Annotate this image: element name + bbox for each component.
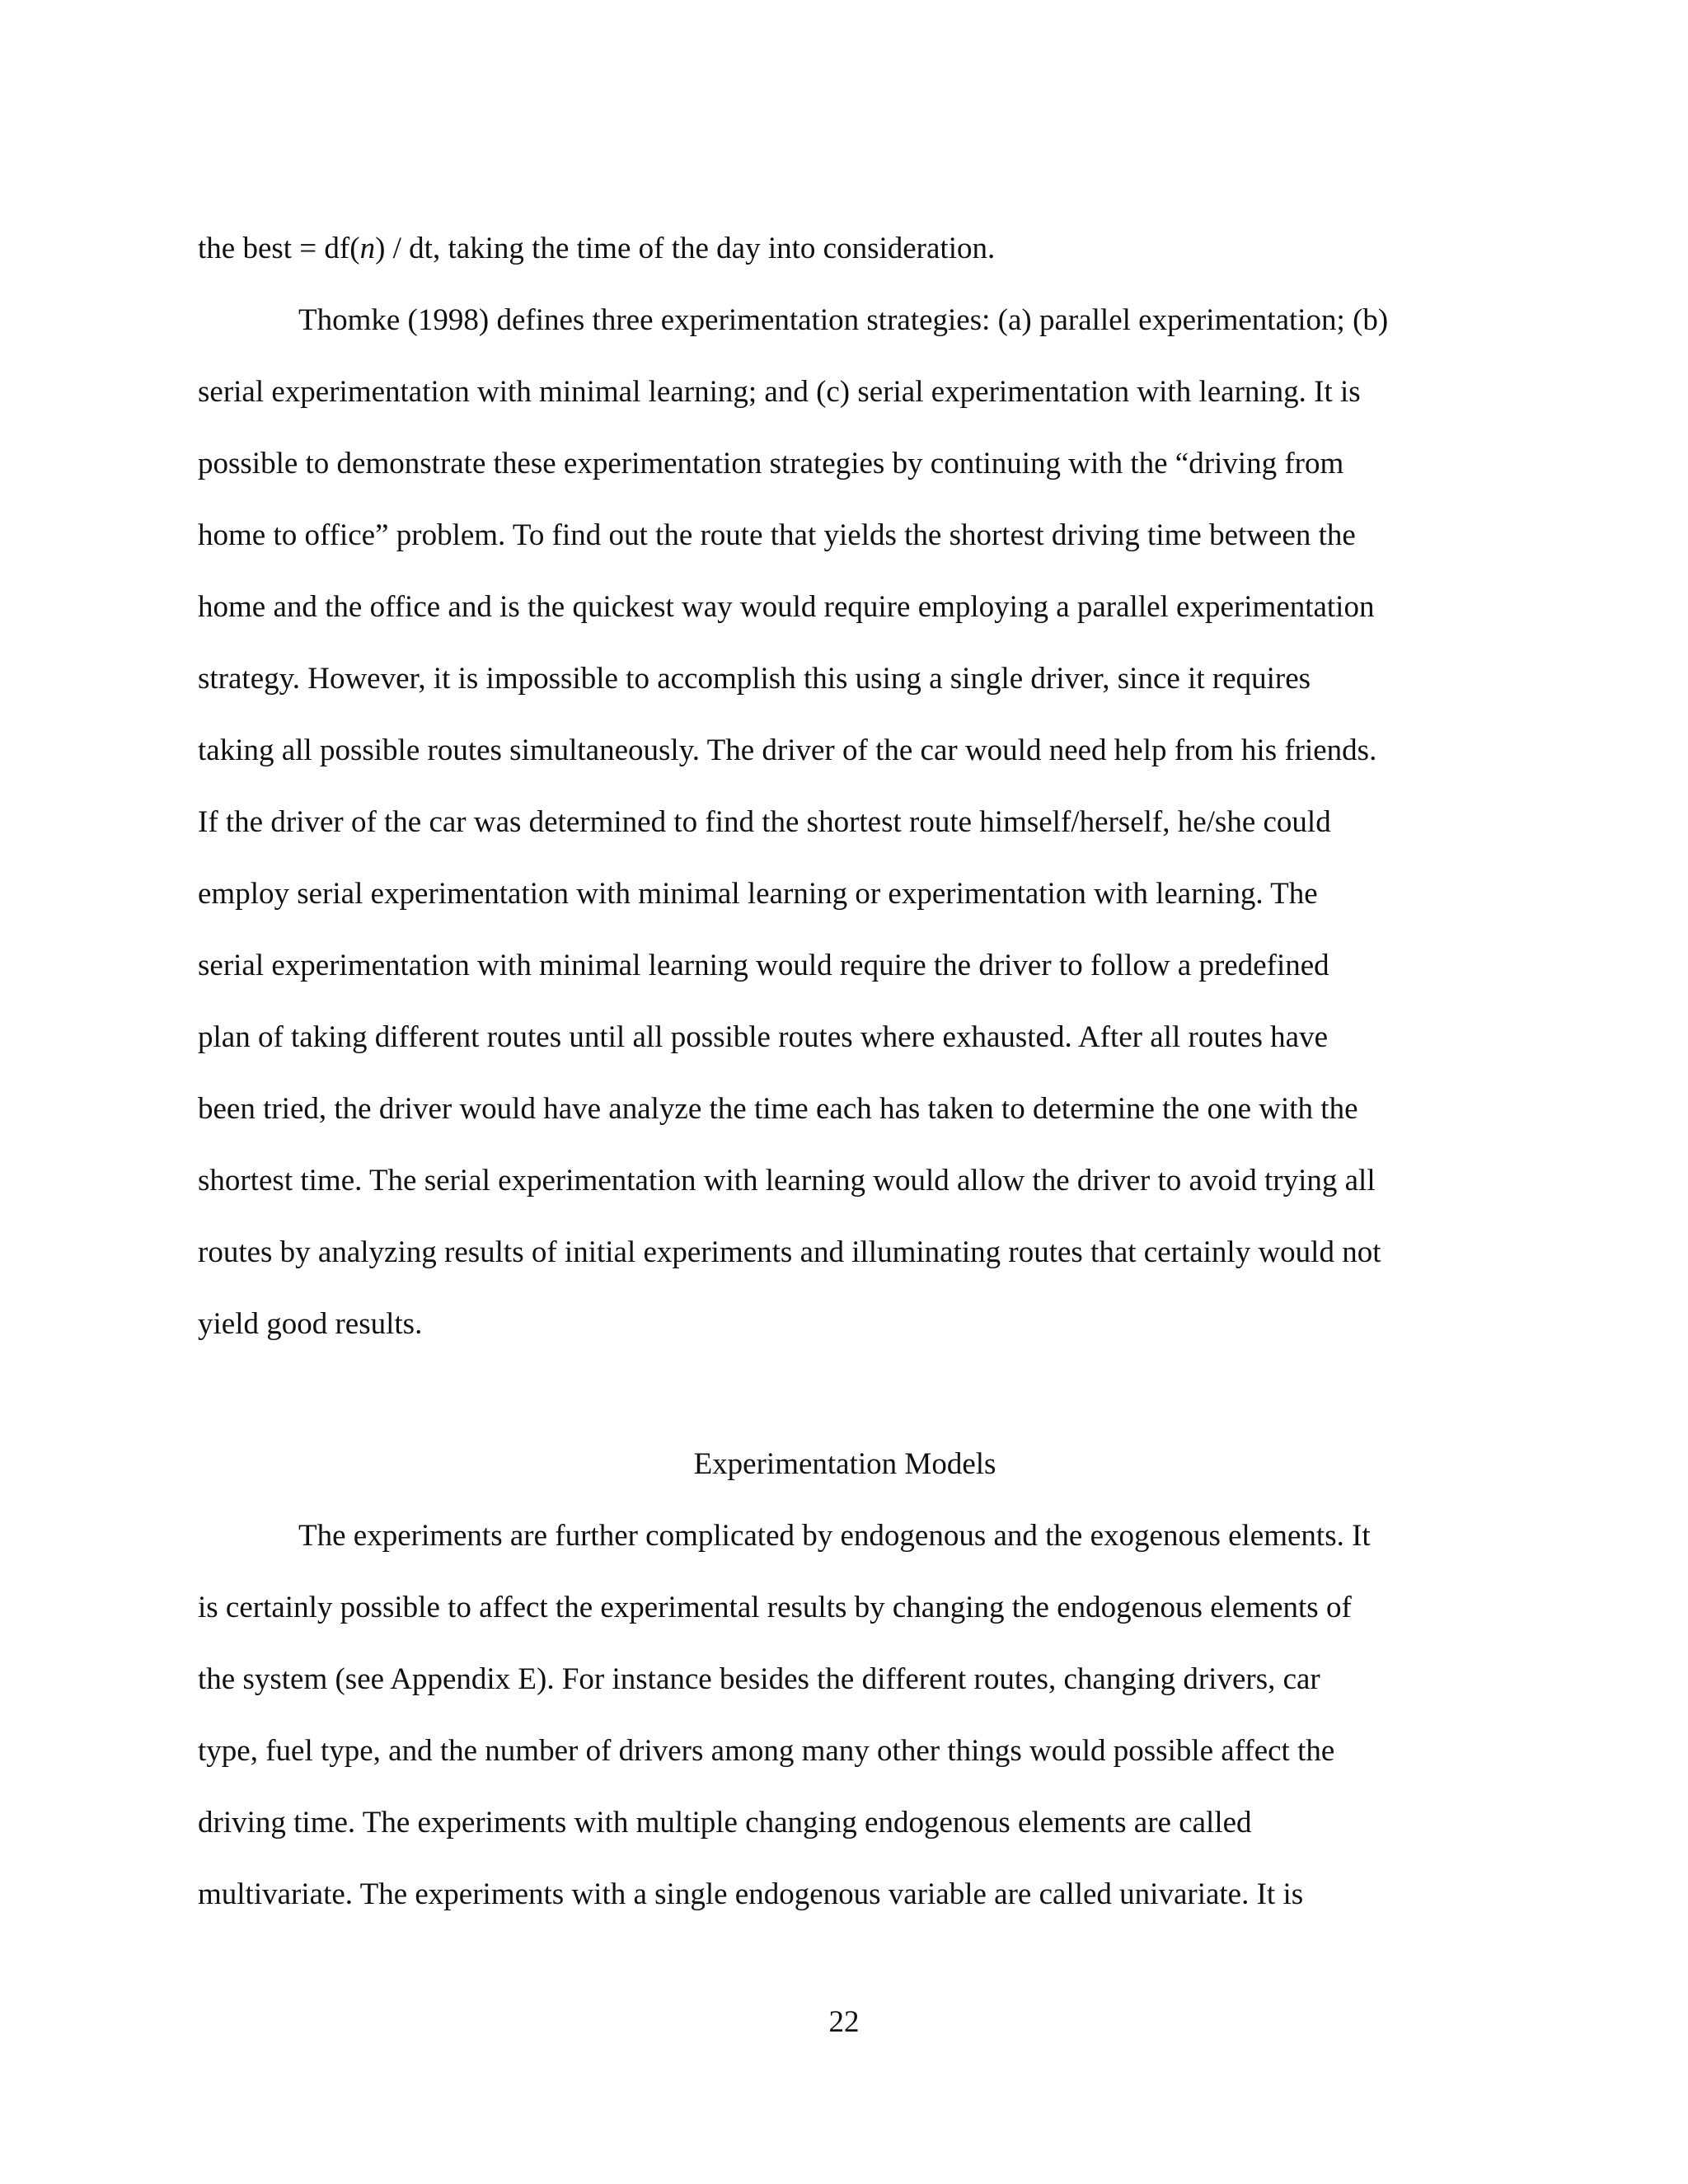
text-line: The experiments are further complicated by endogenous and the exogenous elements. It (298, 1519, 1371, 1553)
text-line: taking all possible routes simultaneously. The driver of the car would need help from his friends. (198, 733, 1377, 767)
text-line: Thomke (1998) defines three experimentation strategies: (a) parallel experimentation; (b) (298, 303, 1389, 337)
paragraph-experimentation-models (198, 1500, 1492, 1930)
text-line: strategy. However, it is impossible to accomplish this using a single driver, since it requires (198, 662, 1311, 696)
text-line: is certainly possible to affect the experimental results by changing the endogenous elements of (198, 1591, 1352, 1624)
heading-text: Experimentation Models (693, 1447, 996, 1481)
text-line: the best = df(n) / dt, taking the time of the day into consideration. (198, 232, 996, 265)
text-line: serial experimentation with minimal learning; and (c) serial experimentation with learning. It is (198, 375, 1361, 409)
text-line: driving time. The experiments with multiple changing endogenous elements are called (198, 1806, 1252, 1840)
text-line: shortest time. The serial experimentation with learning would allow the driver to avoid trying all (198, 1164, 1376, 1197)
section-heading (198, 1428, 1492, 1500)
text-line: serial experimentation with minimal learning would require the driver to follow a predefined (198, 949, 1329, 982)
text-line: home and the office and is the quickest way would require employing a parallel experimentation (198, 590, 1375, 624)
text-line: been tried, the driver would have analyze the time each has taken to determine the one with the (198, 1092, 1358, 1126)
text-line: yield good results. (198, 1307, 423, 1341)
text-line: home to office” problem. To find out the route that yields the shortest driving time between the (198, 518, 1356, 552)
text-line: routes by analyzing results of initial experiments and illuminating routes that certainly would not (198, 1235, 1381, 1269)
paragraph-thomke (198, 284, 1492, 1360)
page-number: 22 (828, 2005, 860, 2039)
text-line: employ serial experimentation with minimal learning or experimentation with learning. The (198, 877, 1318, 911)
text-line: the system (see Appendix E). For instance besides the different routes, changing drivers, car (198, 1662, 1320, 1696)
italic-variable: n (359, 232, 376, 265)
text-line: multivariate. The experiments with a single endogenous variable are called univariate. It is (198, 1877, 1304, 1911)
text-line: possible to demonstrate these experimentation strategies by continuing with the “driving from (198, 447, 1344, 480)
text-line: If the driver of the car was determined to find the shortest route himself/herself, he/she could (198, 805, 1331, 839)
intro-line (198, 213, 1492, 284)
text-line: type, fuel type, and the number of drivers among many other things would possible affect the (198, 1734, 1335, 1768)
text-line: plan of taking different routes until all possible routes where exhausted. After all routes have (198, 1020, 1329, 1054)
